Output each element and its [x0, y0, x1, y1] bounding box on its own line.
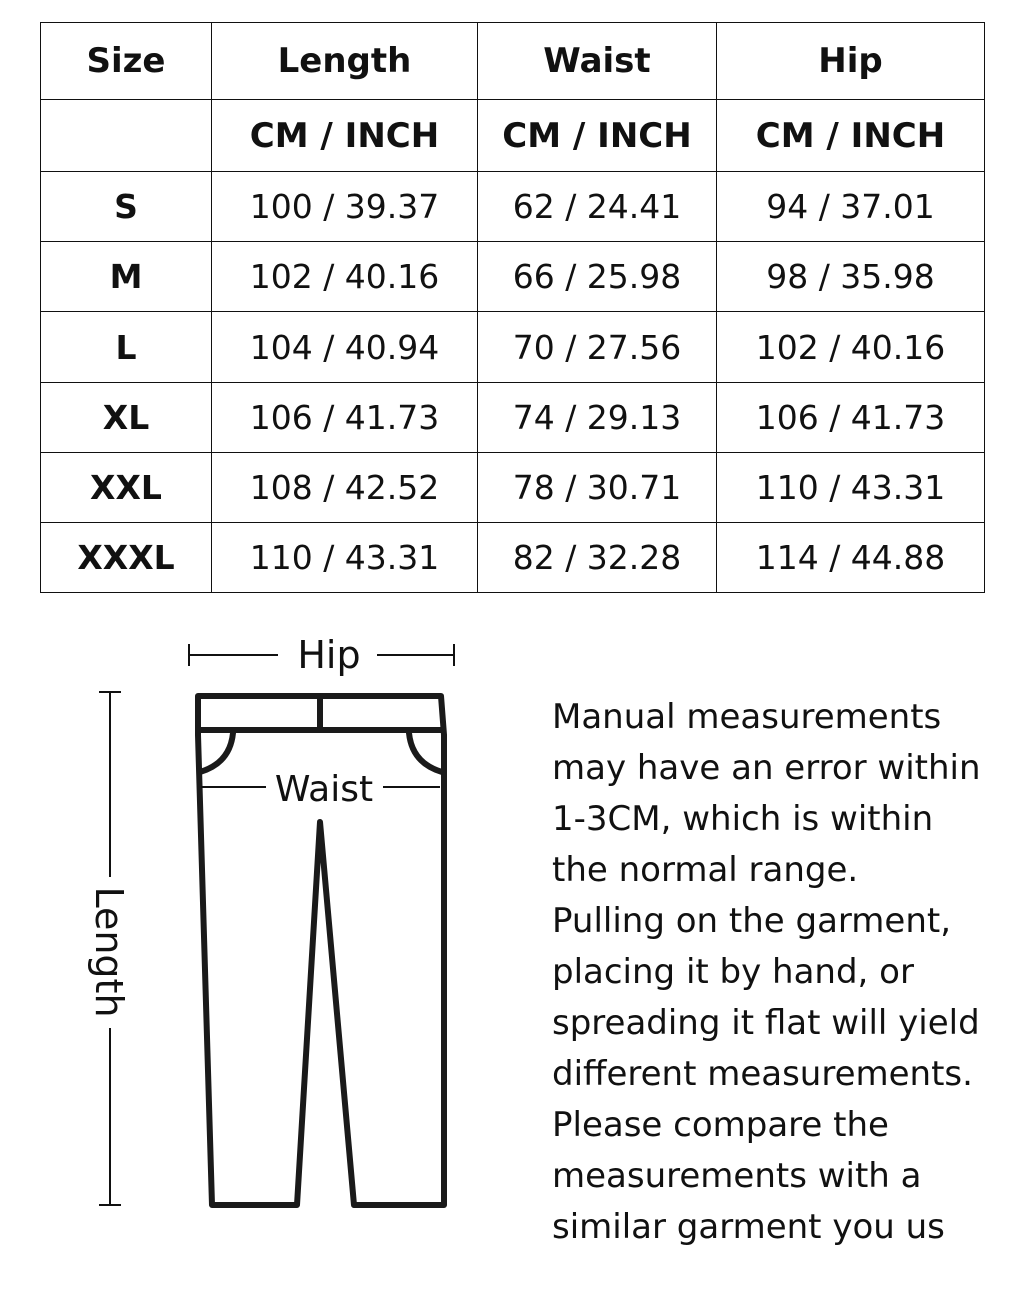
length-cell: 102 / 40.16 — [212, 242, 478, 312]
units-length: CM / INCH — [212, 100, 478, 172]
length-cell: 100 / 39.37 — [212, 172, 478, 242]
header-hip: Hip — [717, 23, 985, 100]
table-row — [41, 382, 985, 452]
hip-label: Hip — [297, 633, 361, 677]
note-line: similar garment you us — [552, 1207, 945, 1247]
size-cell: XL — [41, 382, 212, 452]
waist-cell: 70 / 27.56 — [478, 312, 717, 382]
size-cell: XXXL — [41, 522, 212, 592]
size-cell: S — [41, 172, 212, 242]
note-line: Please compare the — [552, 1105, 889, 1145]
note-line: Manual measurements — [552, 697, 942, 737]
table-header-row — [41, 23, 985, 100]
hip-cell: 114 / 44.88 — [717, 522, 985, 592]
table-row — [41, 172, 985, 242]
waist-cell: 74 / 29.13 — [478, 382, 717, 452]
note-line: measurements with a — [552, 1156, 922, 1196]
waist-label: Waist — [274, 769, 374, 810]
table-row — [41, 452, 985, 522]
table-row — [41, 242, 985, 312]
note-line: Pulling on the garment, — [552, 901, 952, 941]
note-line: may have an error within — [552, 748, 981, 788]
hip-cell: 94 / 37.01 — [717, 172, 985, 242]
length-cell: 106 / 41.73 — [212, 382, 478, 452]
size-chart-table — [40, 22, 985, 593]
header-length: Length — [212, 23, 478, 100]
waist-cell: 66 / 25.98 — [478, 242, 717, 312]
pants-measurement-diagram — [0, 600, 520, 1300]
hip-cell: 98 / 35.98 — [717, 242, 985, 312]
size-cell: L — [41, 312, 212, 382]
note-line: the normal range. — [552, 850, 859, 890]
hip-cell: 106 / 41.73 — [717, 382, 985, 452]
note-line: spreading it flat will yield — [552, 1003, 980, 1043]
size-cell: M — [41, 242, 212, 312]
table-row — [41, 522, 985, 592]
length-cell: 110 / 43.31 — [212, 522, 478, 592]
length-cell: 104 / 40.94 — [212, 312, 478, 382]
hip-cell: 102 / 40.16 — [717, 312, 985, 382]
header-size: Size — [41, 23, 212, 100]
measurement-note — [552, 692, 1012, 1253]
length-cell: 108 / 42.52 — [212, 452, 478, 522]
size-cell: XXL — [41, 452, 212, 522]
note-line: placing it by hand, or — [552, 952, 914, 992]
note-line: different measurements. — [552, 1054, 973, 1094]
table-row — [41, 312, 985, 382]
units-waist: CM / INCH — [478, 100, 717, 172]
header-waist: Waist — [478, 23, 717, 100]
waist-cell: 78 / 30.71 — [478, 452, 717, 522]
units-size — [41, 100, 212, 172]
units-hip: CM / INCH — [717, 100, 985, 172]
waist-cell: 82 / 32.28 — [478, 522, 717, 592]
waist-cell: 62 / 24.41 — [478, 172, 717, 242]
note-line: 1-3CM, which is within — [552, 799, 934, 839]
length-label: Length — [87, 886, 131, 1018]
hip-cell: 110 / 43.31 — [717, 452, 985, 522]
table-units-row — [41, 100, 985, 172]
